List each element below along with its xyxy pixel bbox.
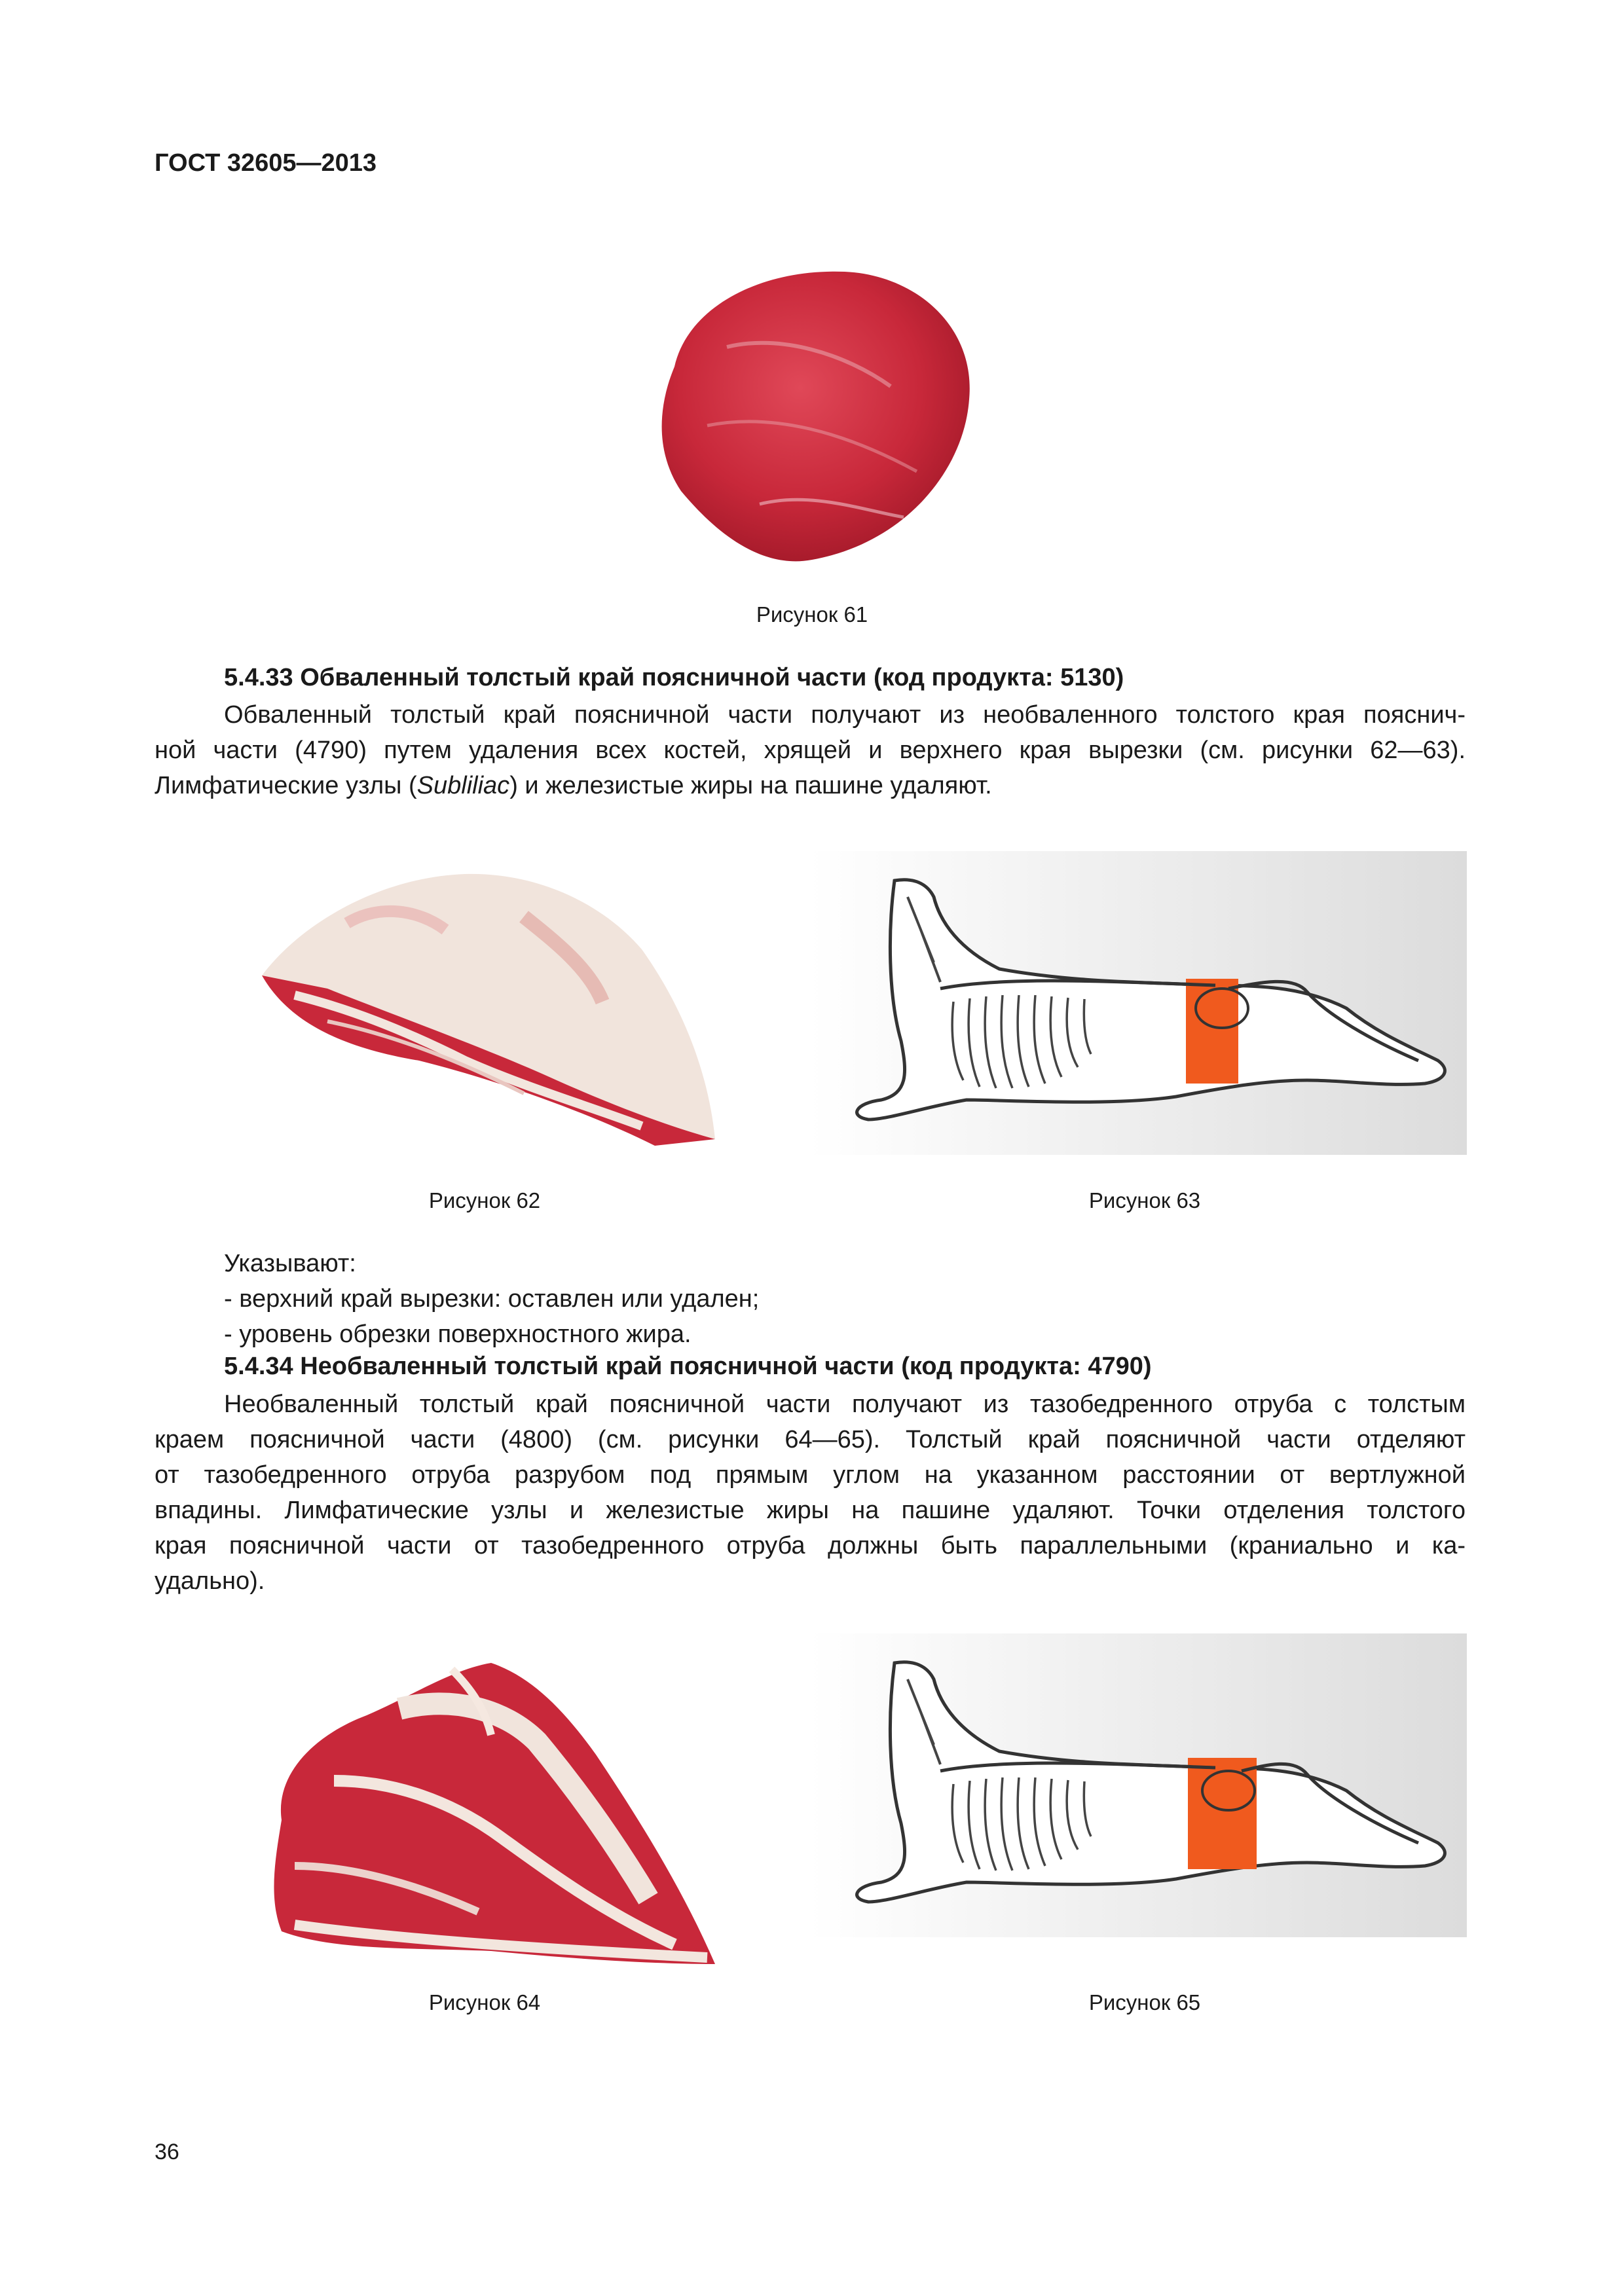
section-5-4-34-body-line-6: удально). [155,1567,265,1595]
figure-63-carcass-diagram [809,851,1467,1155]
cut-region-highlight [1186,979,1238,1084]
figure-61-caption: Рисунок 61 [756,602,868,627]
body-line-3-suffix: ) и железистые жиры на пашине удаляют. [509,772,992,799]
section-5-4-33-body-line-1: Обваленный толстый край поясничной части получают из необваленного толстого края пояснич- [224,701,1466,729]
figure-65-caption: Рисунок 65 [1088,1990,1201,2014]
figure-63-caption: Рисунок 63 [1088,1188,1201,1212]
section-5-4-34-body-line-5: края поясничной части от тазобедренного отруба должны быть параллельными (краниально и ка- [155,1532,1466,1559]
body-line-3-prefix: Лимфатические узлы ( [155,772,417,799]
figure-64-caption: Рисунок 64 [428,1990,541,2014]
section-5-4-33-body-line-2: ной части (4790) путем удаления всех костей, хрящей и верхнего края вырезки (см. рисунки 62—63). [155,737,1466,764]
figure-62-meat-photo [249,864,720,1152]
section-5-4-34-body-line-4: впадины. Лимфатические узлы и железистые жиры на пашине удаляют. Точки отделения толстого [155,1497,1466,1524]
page-number: 36 [155,2140,179,2164]
figure-62-caption: Рисунок 62 [428,1188,541,1212]
latin-term-subliliac: Subliliac [416,772,510,799]
section-5-4-33-body-line-3 [155,769,992,804]
figure-61-meat-photo [629,255,995,570]
figure-65-carcass-diagram [809,1633,1467,1937]
indications-item-1: - верхний край вырезки: оставлен или удален; [224,1285,760,1313]
cut-region-highlight [1188,1758,1257,1869]
section-5-4-33-heading: 5.4.33 Обваленный толстый край поясничной части (код продукта: 5130) [224,664,1124,691]
indications-intro: Указывают: [224,1250,356,1277]
document-code: ГОСТ 32605—2013 [155,149,377,177]
indications-item-2: - уровень обрезки поверхностного жира. [224,1321,692,1348]
figure-64-meat-photo [255,1650,720,1990]
section-5-4-34-heading: 5.4.34 Необваленный толстый край поясничной части (код продукта: 4790) [224,1353,1152,1380]
section-5-4-34-body-line-2: краем поясничной части (4800) (см. рисунки 64—65). Толстый край поясничной части отделяют [155,1426,1466,1453]
section-5-4-34-body-line-1: Необваленный толстый край поясничной части получают из тазобедренного отруба с толстым [224,1391,1466,1418]
section-5-4-34-body-line-3: от тазобедренного отруба разрубом под прямым углом на указанном расстоянии от вертлужной [155,1461,1466,1489]
